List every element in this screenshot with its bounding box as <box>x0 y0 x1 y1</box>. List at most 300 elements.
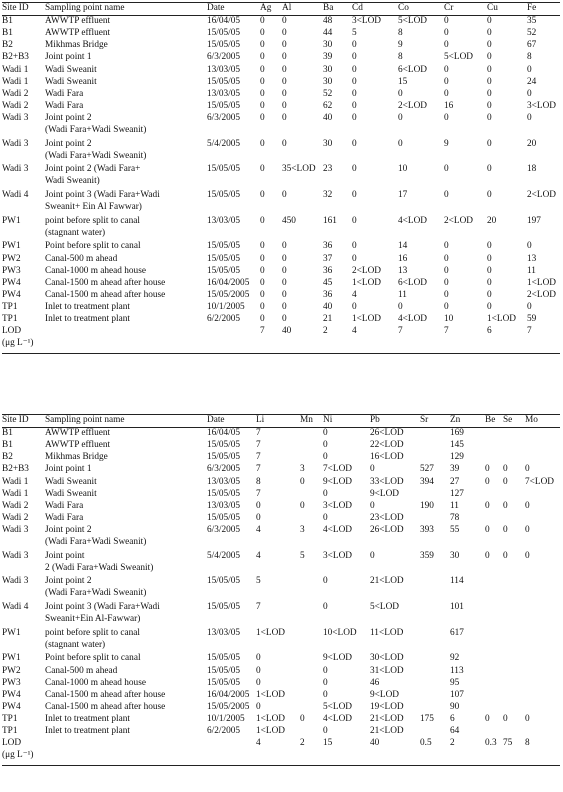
column-header: Mo <box>525 415 538 425</box>
value-cell: 40 <box>323 112 333 123</box>
site-id-cell: Wadi 4 <box>2 190 29 200</box>
value-cell: 0 <box>370 464 375 475</box>
site-id-cell: PW4 <box>2 277 21 288</box>
value-cell: 11 <box>450 500 459 511</box>
value-cell: 4<LOD <box>398 215 427 226</box>
value-cell: 0 <box>525 524 530 535</box>
value-cell: 0 <box>323 602 328 612</box>
sampling-point-cell: Canal-500 m ahead <box>45 253 118 264</box>
value-cell: 0 <box>444 28 449 39</box>
value-cell: 0 <box>323 689 328 700</box>
sampling-point-cell: 2 (Wadi Fara+Wadi Sweanit) <box>45 562 154 573</box>
sampling-point-cell: AWWTP effluent <box>45 28 111 39</box>
site-id-cell: TP1 <box>2 314 18 324</box>
site-id-cell: LOD <box>2 326 22 337</box>
value-cell: 45 <box>323 277 333 288</box>
date-cell: 16/04/2005 <box>207 689 250 700</box>
value-cell: 0 <box>282 190 287 200</box>
value-cell: 21 <box>323 314 333 324</box>
date-cell: 6/3/2005 <box>207 464 241 475</box>
date-cell: 15/05/05 <box>207 653 241 664</box>
sampling-point-cell: Wadi Sweanit <box>45 488 97 499</box>
sampling-point-cell: Wadi Fara <box>45 88 84 99</box>
date-cell: 15/05/05 <box>207 190 241 200</box>
value-cell: 59 <box>527 314 537 324</box>
sampling-point-cell: point before split to canal <box>45 215 141 226</box>
value-cell: 0 <box>527 112 532 123</box>
sampling-point-cell: Joint point 2 <box>45 576 92 587</box>
sampling-point-cell: Wadi Sweanit <box>45 76 97 87</box>
value-cell: 0 <box>352 138 357 149</box>
date-cell: 15/05/05 <box>207 440 241 451</box>
sampling-point-cell: (Wadi Fara+Wadi Sweanit) <box>45 125 147 135</box>
value-cell: 0 <box>487 64 492 75</box>
site-id-cell: Wadi 3 <box>2 164 29 175</box>
value-cell: 10 <box>398 164 408 175</box>
value-cell: 0 <box>398 88 403 99</box>
value-cell: 0 <box>487 76 492 87</box>
value-cell: 75 <box>503 738 513 749</box>
site-id-cell: TP1 <box>2 713 18 724</box>
column-header: Ag <box>260 3 272 13</box>
value-cell: 2<LOD <box>444 215 473 226</box>
value-cell: 9 <box>398 40 403 51</box>
date-cell: 6/2/2005 <box>207 726 241 736</box>
value-cell: 0 <box>300 500 305 511</box>
value-cell: 0 <box>260 76 265 87</box>
date-cell: 16/04/05 <box>207 16 241 27</box>
date-cell: 6/2/2005 <box>207 314 241 324</box>
value-cell: 175 <box>420 713 434 724</box>
site-id-cell: B2 <box>2 40 13 51</box>
value-cell: 67 <box>527 40 537 51</box>
site-id-cell: B1 <box>2 28 13 39</box>
value-cell: 3<LOD <box>352 16 381 27</box>
value-cell: 21<LOD <box>370 576 404 587</box>
value-cell: 0 <box>444 88 449 99</box>
value-cell: 27 <box>450 476 460 487</box>
sampling-point-cell: Joint point 3 (Wadi Fara+Wadi <box>45 190 160 200</box>
sampling-point-cell: Wadi Sweanit <box>45 64 97 75</box>
value-cell: 0 <box>260 190 265 200</box>
sampling-point-cell: Wadi Fara <box>45 500 84 511</box>
value-cell: 11<LOD <box>370 627 404 638</box>
value-cell: 0 <box>282 138 287 149</box>
date-cell: 10/1/2005 <box>207 713 245 724</box>
value-cell: 0 <box>487 40 492 51</box>
value-cell: 11 <box>398 289 407 300</box>
date-cell: 15/05/05 <box>207 452 241 463</box>
value-cell: 7<LOD <box>525 476 554 487</box>
value-cell: 17 <box>398 190 408 200</box>
sampling-point-cell: Point before split to canal <box>45 653 141 664</box>
value-cell: 13 <box>527 253 537 264</box>
value-cell: 7 <box>256 488 261 499</box>
column-header: Sampling point name <box>45 3 125 13</box>
column-header: Se <box>503 415 513 425</box>
value-cell: 0 <box>260 301 265 312</box>
value-cell: 1<LOD <box>256 713 285 724</box>
site-id-cell: Wadi 2 <box>2 88 29 99</box>
site-id-cell: Wadi 3 <box>2 550 29 561</box>
value-cell: 2<LOD <box>527 190 556 200</box>
sampling-point-cell: AWWTP effluent <box>45 16 111 27</box>
sampling-point-cell: Joint point 1 <box>45 464 92 475</box>
site-id-cell: PW2 <box>2 665 21 676</box>
sampling-point-cell: Mikhmas Bridge <box>45 452 108 463</box>
value-cell: 0.3 <box>485 738 497 749</box>
value-cell: 0 <box>256 500 261 511</box>
value-cell: 44 <box>323 28 333 39</box>
value-cell: 9<LOD <box>323 653 352 664</box>
sampling-point-cell: AWWTP effluent <box>45 440 111 451</box>
value-cell: 0 <box>260 289 265 300</box>
value-cell: 0 <box>444 301 449 312</box>
value-cell: 0 <box>444 64 449 75</box>
sampling-point-cell: Wadi Fara <box>45 100 84 111</box>
value-cell: 24 <box>527 76 537 87</box>
value-cell: 0 <box>444 16 449 27</box>
date-cell: 13/03/05 <box>207 64 241 75</box>
value-cell: 0 <box>503 464 508 475</box>
value-cell: 0 <box>260 88 265 99</box>
value-cell: 7 <box>256 440 261 451</box>
date-cell: 15/05/2005 <box>207 289 250 300</box>
date-cell: 15/05/05 <box>207 253 241 264</box>
value-cell: 0 <box>525 500 530 511</box>
value-cell: 0 <box>398 301 403 312</box>
site-id-cell: B1 <box>2 16 13 27</box>
value-cell: 0 <box>487 289 492 300</box>
value-cell: 4 <box>352 289 357 300</box>
value-cell: 95 <box>450 677 460 688</box>
value-cell: 3 <box>300 464 305 475</box>
value-cell: 8 <box>525 738 530 749</box>
value-cell: 7 <box>256 464 261 475</box>
site-id-cell: Wadi 3 <box>2 524 29 535</box>
value-cell: 6 <box>487 326 492 337</box>
date-cell: 15/05/05 <box>207 602 241 612</box>
sampling-point-cell: Inlet to treatment plant <box>45 726 130 736</box>
value-cell: 22<LOD <box>370 440 404 451</box>
date-cell: 10/1/2005 <box>207 301 245 312</box>
value-cell: 31<LOD <box>370 665 404 676</box>
value-cell: 15 <box>398 76 408 87</box>
value-cell: 16 <box>444 100 454 111</box>
value-cell: 1<LOD <box>352 277 381 288</box>
sampling-point-cell: Point before split to canal <box>45 241 141 252</box>
value-cell: 5<LOD <box>323 701 352 712</box>
value-cell: 30 <box>323 138 333 149</box>
value-cell: 113 <box>450 665 464 676</box>
value-cell: 1<LOD <box>487 314 516 324</box>
value-cell: 0 <box>323 677 328 688</box>
value-cell: 359 <box>420 550 434 561</box>
value-cell: 0 <box>323 512 328 523</box>
site-id-cell: PW3 <box>2 677 21 688</box>
value-cell: 0 <box>487 277 492 288</box>
value-cell: 0 <box>282 265 287 276</box>
column-header: Cd <box>352 3 363 13</box>
value-cell: 7 <box>256 452 261 463</box>
sampling-point-cell: Canal-1500 m ahead after house <box>45 289 166 300</box>
sampling-point-cell: Wadi Sweanit) <box>45 176 100 187</box>
value-cell: 0 <box>260 16 265 27</box>
site-id-cell: Wadi 1 <box>2 64 29 75</box>
value-cell: 40 <box>370 738 380 749</box>
sampling-point-cell: Joint point 2 <box>45 524 92 535</box>
value-cell: 0 <box>323 440 328 451</box>
value-cell: 0 <box>323 452 328 463</box>
value-cell: 0 <box>260 265 265 276</box>
column-header: Sr <box>420 415 429 425</box>
value-cell: 0 <box>398 112 403 123</box>
value-cell: 0 <box>444 277 449 288</box>
value-cell: 129 <box>450 452 464 463</box>
site-id-cell: PW1 <box>2 653 21 664</box>
value-cell: 0 <box>260 100 265 111</box>
value-cell: 0 <box>525 550 530 561</box>
value-cell: 0 <box>503 500 508 511</box>
date-cell: 15/05/05 <box>207 100 241 111</box>
value-cell: 0 <box>256 653 261 664</box>
column-header: Cr <box>444 3 454 13</box>
value-cell: 5 <box>256 576 261 587</box>
value-cell: 0 <box>487 164 492 175</box>
sampling-point-cell: Joint point 2 <box>45 112 92 123</box>
sampling-point-cell: Inlet to treatment plant <box>45 314 130 324</box>
value-cell: 0 <box>503 524 508 535</box>
site-id-cell: Wadi 1 <box>2 476 29 487</box>
site-id-cell: (μg L⁻¹) <box>2 338 34 349</box>
site-id-cell: (μg L⁻¹) <box>2 750 34 761</box>
value-cell: 4 <box>256 524 261 535</box>
value-cell: 0 <box>487 52 492 63</box>
value-cell: 0 <box>485 464 490 475</box>
site-id-cell: PW2 <box>2 253 21 264</box>
sampling-point-cell: Canal-1500 m ahead after house <box>45 701 166 712</box>
value-cell: 1<LOD <box>256 689 285 700</box>
value-cell: 0 <box>487 301 492 312</box>
value-cell: 0 <box>323 488 328 499</box>
value-cell: 2 <box>450 738 455 749</box>
value-cell: 30 <box>323 64 333 75</box>
value-cell: 0 <box>444 241 449 252</box>
value-cell: 0 <box>352 76 357 87</box>
value-cell: 3 <box>300 524 305 535</box>
value-cell: 393 <box>420 524 434 535</box>
value-cell: 0 <box>487 241 492 252</box>
date-cell: 15/05/05 <box>207 28 241 39</box>
value-cell: 33<LOD <box>370 476 404 487</box>
value-cell: 1<LOD <box>256 726 285 736</box>
site-id-cell: Wadi 2 <box>2 512 29 523</box>
value-cell: 0 <box>260 253 265 264</box>
value-cell: 10<LOD <box>323 627 357 638</box>
value-cell: 0 <box>487 253 492 264</box>
value-cell: 0 <box>444 40 449 51</box>
column-header: Fe <box>527 3 537 13</box>
value-cell: 0 <box>260 241 265 252</box>
value-cell: 0 <box>444 253 449 264</box>
value-cell: 0 <box>282 314 287 324</box>
sampling-point-cell: Wadi Sweanit <box>45 476 97 487</box>
value-cell: 8 <box>527 52 532 63</box>
value-cell: 6<LOD <box>398 64 427 75</box>
column-header: Ba <box>323 3 334 13</box>
sampling-point-cell: (Wadi Fara+Wadi Sweanit) <box>45 537 147 547</box>
value-cell: 0 <box>282 64 287 75</box>
value-cell: 169 <box>450 428 464 439</box>
value-cell: 0 <box>352 40 357 51</box>
value-cell: 0 <box>487 16 492 27</box>
date-cell: 15/05/05 <box>207 40 241 51</box>
value-cell: 15 <box>323 738 333 749</box>
value-cell: 26<LOD <box>370 428 404 439</box>
value-cell: 0 <box>282 16 287 27</box>
site-id-cell: Wadi 3 <box>2 138 29 149</box>
value-cell: 101 <box>450 602 464 612</box>
value-cell: 39 <box>450 464 460 475</box>
value-cell: 0 <box>282 112 287 123</box>
value-cell: 36 <box>323 241 333 252</box>
date-cell: 15/05/2005 <box>207 701 250 712</box>
value-cell: 9<LOD <box>370 689 399 700</box>
value-cell: 0 <box>444 112 449 123</box>
site-id-cell: LOD <box>2 738 22 749</box>
value-cell: 0 <box>282 52 287 63</box>
value-cell: 35 <box>527 16 537 27</box>
value-cell: 0 <box>525 713 530 724</box>
value-cell: 37 <box>323 253 333 264</box>
date-cell: 15/05/05 <box>207 576 241 587</box>
date-cell: 13/03/05 <box>207 215 241 226</box>
value-cell: 0 <box>487 112 492 123</box>
value-cell: 7 <box>256 602 261 612</box>
value-cell: 0 <box>527 64 532 75</box>
sampling-point-cell: Joint point 1 <box>45 52 92 63</box>
date-cell: 13/03/05 <box>207 476 241 487</box>
value-cell: 5<LOD <box>398 16 427 27</box>
value-cell: 0 <box>527 241 532 252</box>
value-cell: 197 <box>527 215 541 226</box>
date-cell: 15/05/05 <box>207 665 241 676</box>
sampling-point-cell: (stagnant water) <box>45 227 106 238</box>
value-cell: 0 <box>352 88 357 99</box>
value-cell: 1<LOD <box>256 627 285 638</box>
value-cell: 6 <box>450 713 455 724</box>
value-cell: 3<LOD <box>527 100 556 111</box>
column-header: Pb <box>370 415 380 425</box>
value-cell: 0 <box>282 241 287 252</box>
sampling-point-cell: Canal-1000 m ahead house <box>45 265 146 276</box>
value-cell: 20 <box>487 215 497 226</box>
value-cell: 8 <box>398 28 403 39</box>
value-cell: 7 <box>444 326 449 337</box>
sampling-point-cell: (stagnant water) <box>45 639 106 650</box>
sampling-point-cell: Joint point 2 (Wadi Fara+ <box>45 164 141 175</box>
value-cell: 48 <box>323 16 333 27</box>
value-cell: 16 <box>398 253 408 264</box>
value-cell: 18 <box>527 164 537 175</box>
value-cell: 0 <box>282 28 287 39</box>
sampling-point-cell: Mikhmas Bridge <box>45 40 108 51</box>
value-cell: 0 <box>527 301 532 312</box>
column-header: Date <box>207 3 225 13</box>
value-cell: 40 <box>323 301 333 312</box>
date-cell: 15/05/05 <box>207 488 241 499</box>
date-cell: 6/3/2005 <box>207 524 241 535</box>
value-cell: 64 <box>450 726 460 736</box>
value-cell: 2 <box>300 738 305 749</box>
value-cell: 3<LOD <box>323 500 352 511</box>
value-cell: 0 <box>323 428 328 439</box>
value-cell: 0 <box>323 576 328 587</box>
value-cell: 0 <box>485 476 490 487</box>
value-cell: 11 <box>527 265 536 276</box>
sampling-point-cell: Canal-500 m ahead <box>45 665 118 676</box>
value-cell: 0 <box>352 164 357 175</box>
value-cell: 161 <box>323 215 337 226</box>
value-cell: 0 <box>444 76 449 87</box>
column-header: Sampling point name <box>45 415 125 425</box>
value-cell: 32 <box>323 190 333 200</box>
value-cell: 394 <box>420 476 434 487</box>
value-cell: 4 <box>256 738 261 749</box>
value-cell: 0 <box>487 100 492 111</box>
value-cell: 0 <box>487 265 492 276</box>
column-header: Co <box>398 3 409 13</box>
value-cell: 4<LOD <box>323 524 352 535</box>
site-id-cell: B2+B3 <box>2 52 29 63</box>
site-id-cell: TP1 <box>2 301 18 312</box>
value-cell: 90 <box>450 701 460 712</box>
site-id-cell: PW1 <box>2 241 21 252</box>
column-header: Ni <box>323 415 333 425</box>
value-cell: 7 <box>256 428 261 439</box>
value-cell: 46 <box>370 677 380 688</box>
value-cell: 0 <box>487 28 492 39</box>
value-cell: 6<LOD <box>398 277 427 288</box>
value-cell: 7 <box>398 326 403 337</box>
value-cell: 26<LOD <box>370 524 404 535</box>
value-cell: 4<LOD <box>323 713 352 724</box>
value-cell: 30 <box>450 550 460 561</box>
value-cell: 21<LOD <box>370 713 404 724</box>
site-id-cell: B1 <box>2 440 13 451</box>
value-cell: 145 <box>450 440 464 451</box>
value-cell: 19<LOD <box>370 701 404 712</box>
table-1-bottom-rule <box>2 353 560 354</box>
value-cell: 8 <box>256 476 261 487</box>
date-cell: 15/05/05 <box>207 677 241 688</box>
value-cell: 0 <box>282 88 287 99</box>
date-cell: 13/03/05 <box>207 500 241 511</box>
value-cell: 0 <box>485 550 490 561</box>
value-cell: 9<LOD <box>323 476 352 487</box>
column-header: Al <box>282 3 292 13</box>
site-id-cell: PW1 <box>2 215 21 226</box>
value-cell: 0 <box>323 665 328 676</box>
value-cell: 0 <box>525 464 530 475</box>
value-cell: 1<LOD <box>352 314 381 324</box>
site-id-cell: PW4 <box>2 289 21 300</box>
date-cell: 6/3/2005 <box>207 52 241 63</box>
sampling-point-cell: Canal-1000 m ahead house <box>45 677 146 688</box>
value-cell: 14 <box>398 241 408 252</box>
value-cell: 62 <box>323 100 333 111</box>
value-cell: 9 <box>444 138 449 149</box>
